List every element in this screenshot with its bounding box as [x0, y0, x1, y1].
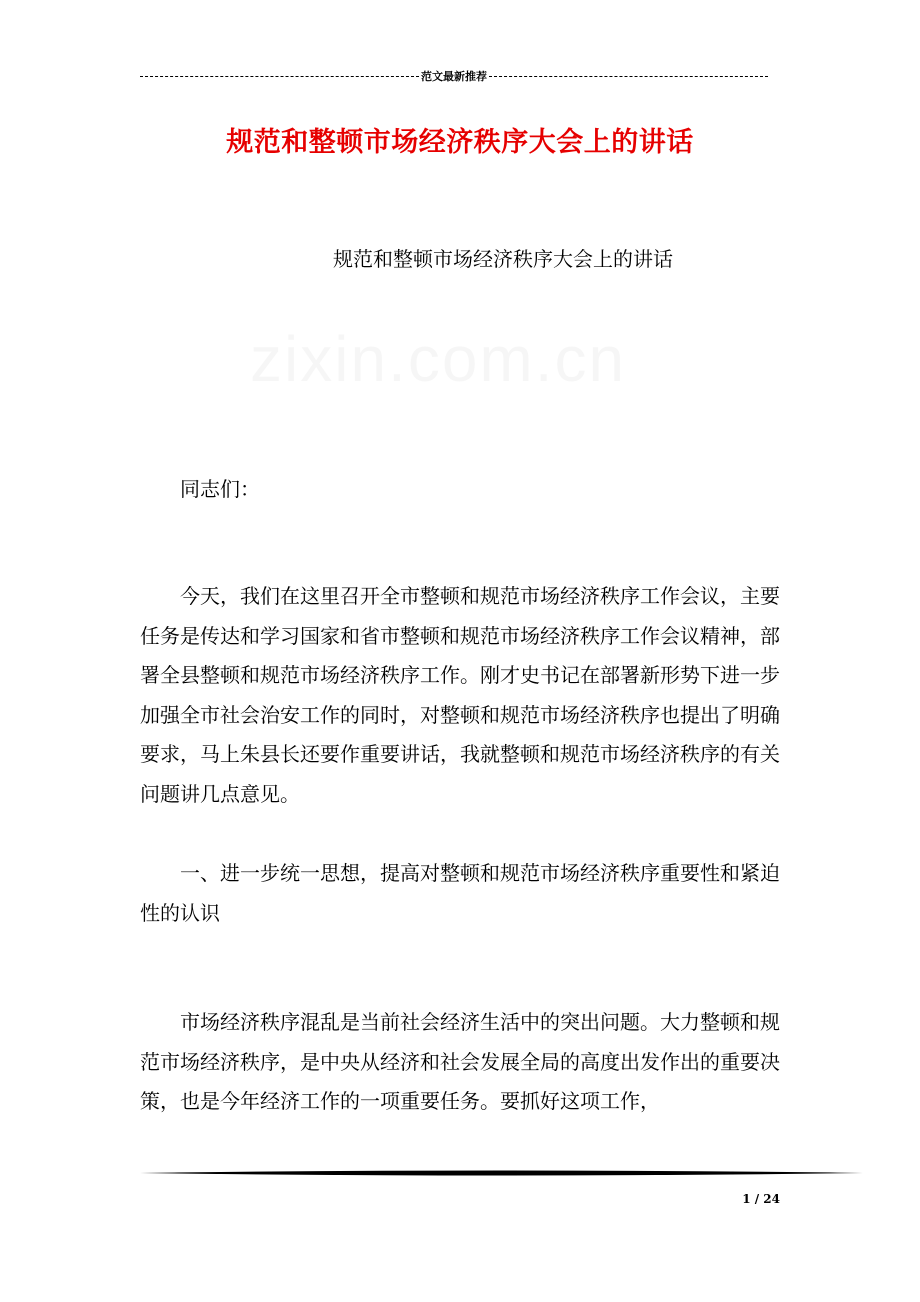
section-heading-paragraph: 一、进一步统一思想，提高对整顿和规范市场经济秩序重要性和紧迫性的认识 — [140, 861, 780, 925]
body-paragraph: 今天，我们在这里召开全市整顿和规范市场经济秩序工作会议，主要任务是传达和学习国家和省市整顿和规范市场经济秩序工作会议精神，部署全县整顿和规范市场经济秩序工作。刚才史书记在部署新形势下进一步加强全市社会治安工作的同时，对整顿和规范市场经济秩序也提出了明确要求，马上朱县长还要作重要讲话，我就整顿和规范市场经济秩序的有关问题讲几点意见。 — [140, 584, 780, 806]
page-number: 1 / 24 — [742, 1192, 780, 1206]
document-subtitle: 规范和整顿市场经济秩序大会上的讲话 — [333, 247, 673, 271]
header-banner — [140, 68, 768, 84]
salutation-paragraph: 同志们： — [180, 477, 260, 501]
header-dash-right — [489, 76, 768, 77]
body-paragraph: 市场经济秩序混乱是当前社会经济生活中的突出问题。大力整顿和规范市场经济秩序，是中央从经济和社会发展全局的高度出发作出的重要决策，也是今年经济工作的一项重要任务。要抓好这项工作， — [140, 1010, 780, 1113]
document-title: 规范和整顿市场经济秩序大会上的讲话 — [226, 127, 694, 158]
footer-rule — [140, 1168, 863, 1178]
header-dash-left — [140, 76, 419, 77]
header-label: 范文最新推荐 — [421, 71, 487, 83]
watermark-logo — [250, 322, 626, 396]
